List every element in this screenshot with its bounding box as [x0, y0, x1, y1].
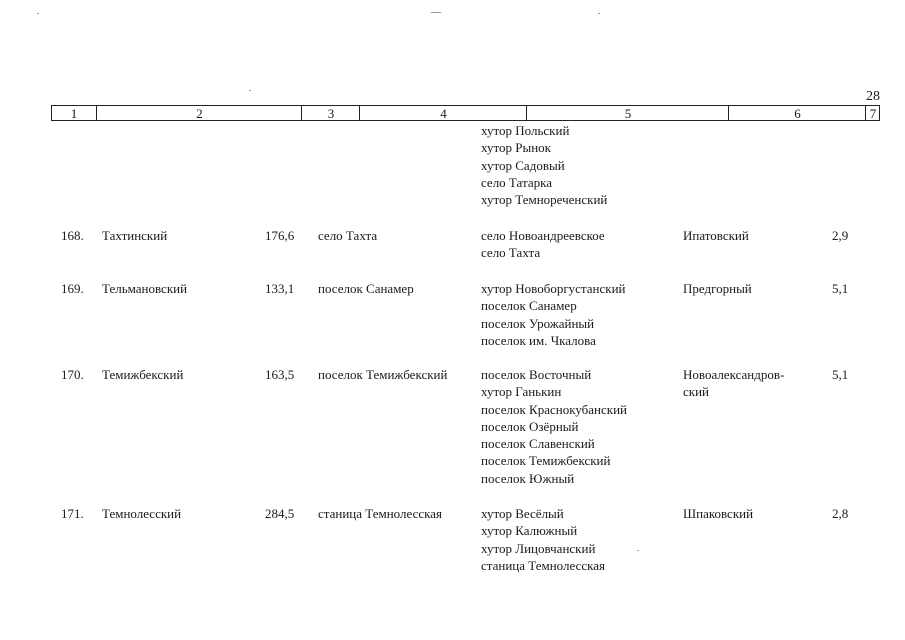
scan-speck — [637, 550, 639, 551]
settlement-item: поселок Урожайный — [481, 315, 595, 331]
table-header-row — [51, 105, 880, 121]
settlements-list — [481, 280, 626, 349]
settlement-item: поселок Санамер — [481, 298, 577, 314]
row-value: 2,8 — [832, 506, 849, 521]
settlement-item: станица Темнолесская — [481, 557, 605, 573]
municipality-name: Тахтинский — [102, 228, 168, 243]
district-name — [683, 366, 784, 401]
header-col-2: 2 — [96, 106, 302, 120]
header-col-7: 7 — [865, 106, 880, 120]
scan-speck — [598, 13, 600, 14]
settlements-list — [481, 366, 627, 487]
row-value: 2,9 — [832, 228, 849, 243]
district-line: Шпаковский — [683, 506, 754, 521]
settlement-item: поселок Славенский — [481, 436, 595, 452]
header-col-3: 3 — [301, 106, 360, 120]
area-value: 163,5 — [265, 367, 295, 382]
admin-center: станица Темнолесская — [318, 506, 442, 521]
settlements-list — [481, 505, 605, 574]
district-line: Ипатовский — [683, 228, 749, 243]
header-col-6: 6 — [728, 106, 866, 120]
row-number: 169. — [61, 281, 84, 296]
settlement-item: хутор Весёлый — [481, 506, 564, 521]
row-value: 5,1 — [832, 367, 849, 382]
settlement-item: хутор Новоборгустанский — [481, 281, 626, 296]
continued-settlements-list — [481, 122, 607, 208]
header-col-5: 5 — [526, 106, 729, 120]
settlement-item: хутор Садовый — [481, 157, 565, 173]
settlement-item: село Новоандреевское — [481, 228, 605, 243]
page-number: 28 — [866, 89, 880, 104]
admin-center: поселок Темижбекский — [318, 367, 448, 382]
settlement-item: поселок Краснокубанский — [481, 401, 628, 417]
settlement-item: поселок Озёрный — [481, 418, 579, 434]
settlement-item: поселок им. Чкалова — [481, 332, 596, 348]
admin-center: село Тахта — [318, 228, 378, 243]
settlements-list — [481, 227, 605, 262]
municipality-name: Тельмановский — [102, 281, 188, 296]
scan-speck — [249, 90, 251, 91]
municipality-name: Темижбекский — [102, 367, 184, 382]
header-col-1: 1 — [70, 106, 78, 121]
scan-speck — [431, 12, 441, 13]
district-name — [683, 280, 752, 297]
scan-speck — [37, 13, 39, 14]
settlement-item: поселок Темижбекский — [481, 453, 611, 469]
settlement-item: хутор Рынок — [481, 140, 552, 156]
row-value: 5,1 — [832, 281, 849, 296]
district-name — [683, 505, 753, 522]
settlement-item: хутор Ганькин — [481, 384, 562, 400]
row-number: 168. — [61, 228, 84, 243]
area-value: 133,1 — [265, 281, 295, 296]
district-name — [683, 227, 749, 244]
settlement-item: хутор Лицовчанский — [481, 540, 596, 556]
header-col-4: 4 — [359, 106, 527, 120]
district-line: Новоалександров- — [683, 367, 785, 382]
settlement-item: село Тахта — [481, 245, 541, 261]
district-line: ский — [683, 384, 709, 400]
row-number: 170. — [61, 367, 84, 382]
settlement-item: хутор Польский — [481, 123, 570, 138]
settlement-item: поселок Южный — [481, 470, 575, 486]
district-line: Предгорный — [683, 281, 752, 296]
settlement-item: село Татарка — [481, 174, 552, 190]
area-value: 176,6 — [265, 228, 295, 243]
settlement-item: поселок Восточный — [481, 367, 592, 382]
municipality-name: Темнолесский — [102, 506, 182, 521]
settlement-item: хутор Темнореченский — [481, 192, 608, 208]
area-value: 284,5 — [265, 506, 295, 521]
settlement-item: хутор Калюжный — [481, 523, 578, 539]
admin-center: поселок Санамер — [318, 281, 414, 296]
row-number: 171. — [61, 506, 84, 521]
